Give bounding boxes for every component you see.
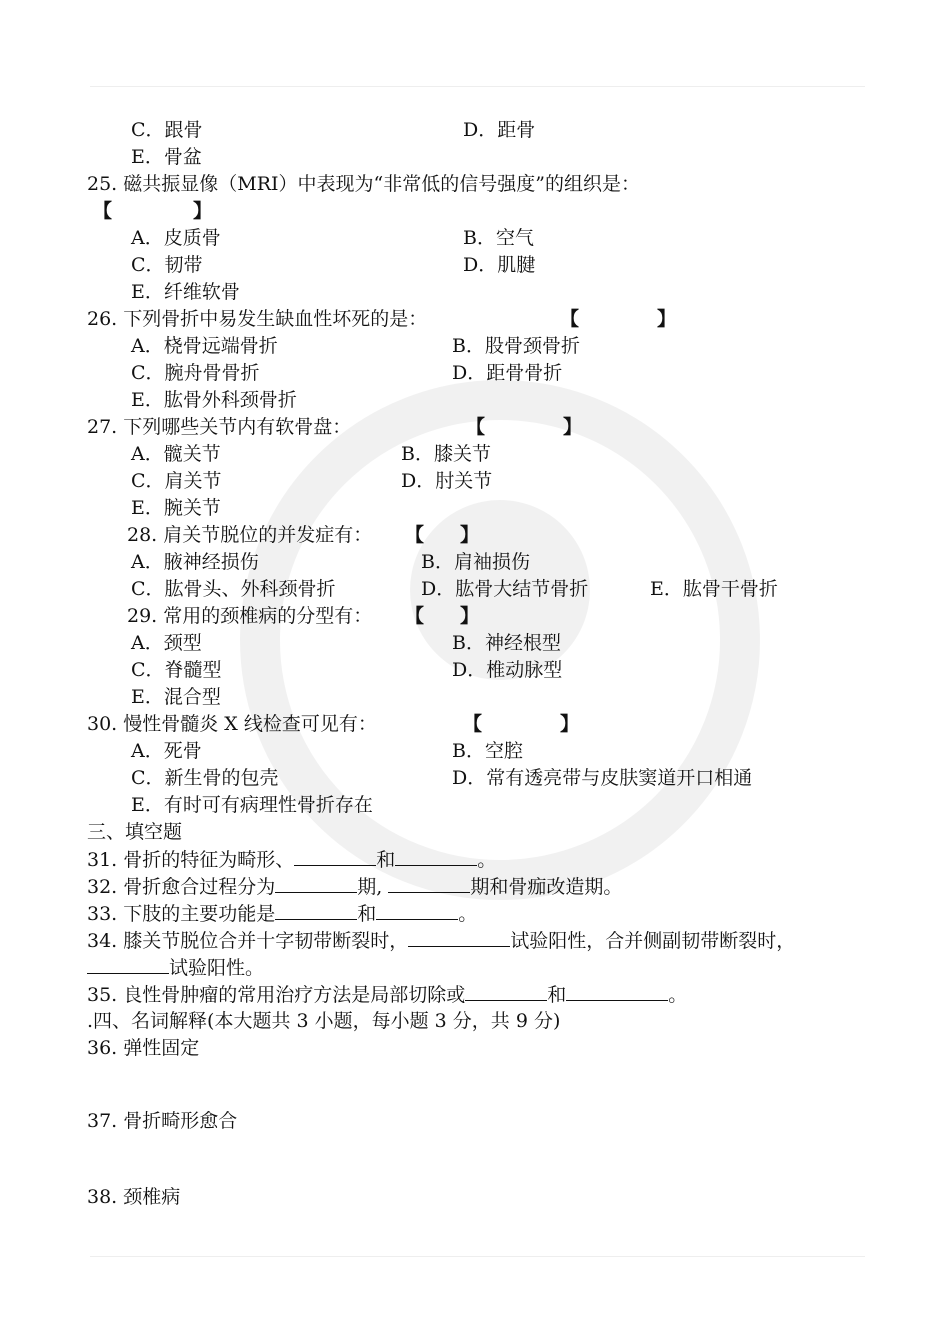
q30-option-c: C．新生骨的包壳 <box>131 767 279 789</box>
q32-blank-1[interactable] <box>275 874 357 893</box>
q27-bracket-close: 】 <box>563 416 583 438</box>
q38-term: 38. 颈椎病 <box>87 1186 181 1208</box>
q29-bracket-open: 【 <box>405 605 425 627</box>
q31-blank-2[interactable] <box>395 847 477 866</box>
q28-stem: 28. 肩关节脱位的并发症有： <box>127 524 373 546</box>
q34-text-1: 34. 膝关节脱位合并十字韧带断裂时， <box>87 930 409 952</box>
q30-option-d: D．常有透亮带与皮肤窦道开口相通 <box>452 767 753 789</box>
q26-bracket-open: 【 <box>560 308 580 330</box>
q35-blank-2[interactable] <box>566 982 668 1001</box>
q32-text-3: 期和骨痂改造期。 <box>470 876 623 898</box>
q25-stem: 25. 磁共振显像（MRI）中表现为“非常低的信号强度”的组织是： <box>87 173 640 195</box>
q30-bracket-close: 】 <box>560 713 580 735</box>
q29-stem: 29. 常用的颈椎病的分型有： <box>127 605 373 627</box>
q25-option-e: E．纤维软骨 <box>131 281 240 303</box>
q28-option-d: D．肱骨大结节骨折 <box>421 578 589 600</box>
q34-text-2: 试验阳性，合并侧副韧带断裂时， <box>510 930 796 952</box>
q36-term: 36. 弹性固定 <box>87 1037 200 1059</box>
q25-option-d: D．肌腱 <box>463 254 536 276</box>
q33-text-1: 33. 下肢的主要功能是 <box>87 903 276 925</box>
header-rule <box>90 86 865 87</box>
q31-line <box>87 847 496 872</box>
q37-term: 37. 骨折畸形愈合 <box>87 1110 238 1132</box>
q29-option-a: A．颈型 <box>131 632 202 654</box>
q32-line <box>87 874 622 899</box>
q27-bracket-open: 【 <box>466 416 486 438</box>
q35-text-3: 。 <box>668 984 688 1006</box>
q33-line <box>87 901 477 926</box>
q34-line-1 <box>87 928 795 953</box>
q29-option-c: C．脊髓型 <box>131 659 222 681</box>
q30-option-e: E．有时可有病理性骨折存在 <box>131 794 373 816</box>
q31-text-3: 。 <box>477 849 497 871</box>
q30-option-b: B．空腔 <box>452 740 523 762</box>
q29-option-d: D．椎动脉型 <box>452 659 563 681</box>
q27-option-c: C．肩关节 <box>131 470 222 492</box>
q34-text-3: 试验阳性。 <box>169 957 265 979</box>
q35-text-1: 35. 良性骨肿瘤的常用治疗方法是局部切除或 <box>87 984 466 1006</box>
q30-option-a: A．死骨 <box>131 740 202 762</box>
q25-option-b: B．空气 <box>463 227 534 249</box>
q30-stem: 30. 慢性骨髓炎 X 线检查可见有： <box>87 713 377 735</box>
section-3-heading: 三、填空题 <box>87 821 183 843</box>
q30-bracket-open: 【 <box>463 713 483 735</box>
q25-option-a: A．皮质骨 <box>131 227 221 249</box>
q31-blank-1[interactable] <box>294 847 376 866</box>
q34-blank-1[interactable] <box>408 928 510 947</box>
q33-text-2: 和 <box>357 903 377 925</box>
q28-option-c: C．肱骨头、外科颈骨折 <box>131 578 336 600</box>
q26-option-d: D．距骨骨折 <box>452 362 563 384</box>
q28-bracket-open: 【 <box>405 524 425 546</box>
q24-option-d: D．距骨 <box>463 119 536 141</box>
q29-option-b: B．神经根型 <box>452 632 561 654</box>
q34-line-2 <box>87 955 264 980</box>
q32-blank-2[interactable] <box>388 874 470 893</box>
q26-bracket-close: 】 <box>657 308 677 330</box>
q27-stem: 27. 下列哪些关节内有软骨盘： <box>87 416 352 438</box>
q32-text-1: 32. 骨折愈合过程分为 <box>87 876 276 898</box>
q31-text-1: 31. 骨折的特征为畸形、 <box>87 849 295 871</box>
q28-option-a: A．腋神经损伤 <box>131 551 259 573</box>
q26-option-b: B．股骨颈骨折 <box>452 335 580 357</box>
footer-rule <box>90 1256 865 1257</box>
q28-bracket-close: 】 <box>460 524 480 546</box>
q35-line <box>87 982 687 1007</box>
q24-option-c: C．跟骨 <box>131 119 203 141</box>
q28-option-b: B．肩袖损伤 <box>421 551 530 573</box>
q29-option-e: E．混合型 <box>131 686 221 708</box>
q35-blank-1[interactable] <box>465 982 547 1001</box>
q26-option-a: A．桡骨远端骨折 <box>131 335 278 357</box>
q35-text-2: 和 <box>547 984 567 1006</box>
q31-text-2: 和 <box>376 849 396 871</box>
q29-bracket-close: 】 <box>460 605 480 627</box>
q32-text-2: 期, <box>357 876 383 898</box>
q33-blank-2[interactable] <box>376 901 458 920</box>
q27-option-a: A．髋关节 <box>131 443 221 465</box>
q33-text-3: 。 <box>458 903 478 925</box>
q25-option-c: C．韧带 <box>131 254 203 276</box>
q33-blank-1[interactable] <box>275 901 357 920</box>
q26-option-e: E．肱骨外科颈骨折 <box>131 389 297 411</box>
q24-option-e: E．骨盆 <box>131 146 202 168</box>
q28-option-e: E．肱骨干骨折 <box>650 578 778 600</box>
q26-stem: 26. 下列骨折中易发生缺血性坏死的是： <box>87 308 428 330</box>
q26-option-c: C．腕舟骨骨折 <box>131 362 260 384</box>
q27-option-b: B．膝关节 <box>401 443 491 465</box>
q27-option-e: E．腕关节 <box>131 497 221 519</box>
section-4-heading: .四、名词解释(本大题共 3 小题，每小题 3 分，共 9 分) <box>87 1010 561 1032</box>
q25-bracket-close: 】 <box>193 200 213 222</box>
q27-option-d: D．肘关节 <box>401 470 493 492</box>
q34-blank-2[interactable] <box>87 955 169 974</box>
q25-bracket-open: 【 <box>93 200 113 222</box>
